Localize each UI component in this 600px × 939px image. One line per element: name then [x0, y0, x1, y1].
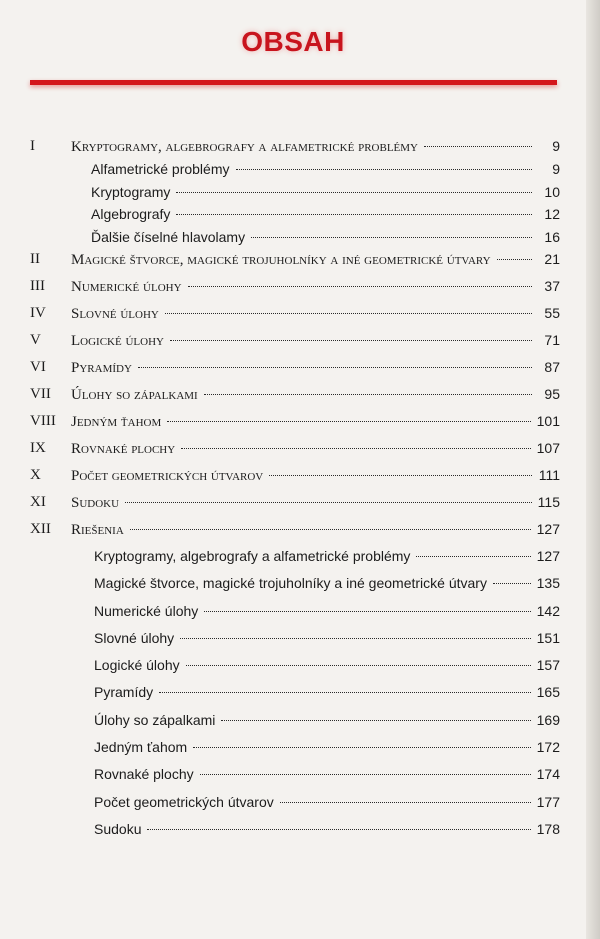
solution-title: Logické úlohy	[94, 657, 180, 674]
page-number: 12	[544, 206, 560, 222]
chapter-title: Kryptogramy, algebrografy a alfametrické problémy	[71, 139, 418, 155]
chapter-number: IV	[30, 305, 46, 321]
dot-leader	[424, 146, 532, 147]
dot-leader	[280, 802, 531, 803]
toc-solution-entry[interactable]	[30, 575, 560, 602]
dot-leader	[130, 529, 531, 530]
subsection-title: Kryptogramy	[91, 183, 171, 200]
page-number: 55	[544, 305, 560, 321]
toc-chapter-entry[interactable]	[30, 359, 560, 386]
dot-leader	[138, 367, 532, 368]
chapter-number: I	[30, 138, 35, 154]
solution-title: Rovnaké plochy	[94, 766, 194, 783]
dot-leader	[170, 340, 532, 341]
page-number: 142	[536, 602, 560, 619]
toc-chapter-entry[interactable]	[30, 386, 560, 413]
dot-leader	[269, 475, 532, 476]
chapter-title: Úlohy so zápalkami	[71, 387, 198, 403]
title-rule	[30, 80, 557, 85]
solution-title: Kryptogramy, algebrografy a alfametrické problémy	[94, 548, 411, 564]
chapter-title: Jedným ťahom	[71, 414, 162, 430]
page-number: 87	[544, 359, 560, 375]
chapter-number: VII	[30, 386, 51, 402]
page-number: 16	[544, 228, 560, 245]
dot-leader	[181, 448, 530, 449]
subsection-title: Algebrografy	[91, 206, 171, 222]
toc-chapter-entry[interactable]	[30, 413, 560, 440]
solution-title: Jedným ťahom	[94, 739, 188, 756]
page-number: 71	[544, 332, 560, 348]
chapter-number: V	[30, 332, 41, 348]
page-number: 157	[536, 657, 560, 674]
solution-title: Magické štvorce, magické trojuholníky a iné geometrické útvary	[94, 575, 487, 592]
dot-leader	[167, 421, 530, 422]
chapter-title: Sudoku	[71, 495, 120, 511]
dot-leader	[251, 237, 532, 238]
toc-solution-entry[interactable]	[30, 657, 560, 684]
toc-solution-entry[interactable]	[30, 821, 560, 848]
page-number: 165	[536, 684, 560, 701]
chapter-title: Magické štvorce, magické trojuholníky a iné geometrické útvary	[71, 252, 491, 268]
solution-title: Úlohy so zápalkami	[94, 711, 216, 728]
page-number: 9	[552, 161, 560, 177]
page-number: 172	[536, 739, 560, 756]
chapter-title: Rovnaké plochy	[71, 441, 176, 457]
toc-solution-entry[interactable]	[30, 712, 560, 739]
toc-chapter-entry[interactable]	[30, 440, 560, 467]
toc-solution-entry[interactable]	[30, 766, 560, 793]
toc-solution-entry[interactable]	[30, 603, 560, 630]
page-number: 135	[536, 575, 560, 592]
page-number: 101	[536, 413, 560, 429]
solution-title: Počet geometrických útvarov	[94, 793, 274, 810]
page-number: 37	[544, 278, 560, 294]
chapter-title: Počet geometrických útvarov	[71, 468, 264, 484]
dot-leader	[204, 611, 530, 612]
chapter-number: III	[30, 278, 45, 294]
dot-leader	[176, 214, 532, 215]
solution-title: Pyramídy	[94, 684, 154, 701]
dot-leader	[159, 692, 531, 693]
dot-leader	[186, 665, 531, 666]
toc-chapter-entry[interactable]	[30, 494, 560, 521]
page-number: 174	[536, 766, 560, 783]
toc-subsection-entry[interactable]	[30, 206, 560, 229]
page-number: 10	[544, 183, 560, 200]
toc-chapter-entry[interactable]	[30, 467, 560, 494]
toc-solution-entry[interactable]	[30, 630, 560, 657]
page-number: 178	[536, 820, 560, 837]
dot-leader	[200, 774, 531, 775]
chapter-title: Numerické úlohy	[71, 279, 182, 295]
chapter-title: Slovné úlohy	[71, 306, 159, 322]
dot-leader	[204, 394, 532, 395]
dot-leader	[236, 169, 533, 170]
chapter-number: XI	[30, 494, 46, 510]
page-number: 127	[536, 521, 560, 537]
chapter-number: IX	[30, 440, 46, 456]
chapter-number: X	[30, 467, 41, 483]
table-of-contents	[30, 138, 560, 848]
toc-chapter-entry[interactable]	[30, 278, 560, 305]
chapter-title: Pyramídy	[71, 360, 132, 376]
chapter-title: Riešenia	[71, 522, 124, 538]
page-title: OBSAH	[241, 26, 345, 57]
dot-leader	[125, 502, 532, 503]
page-edge	[586, 0, 600, 939]
toc-chapter-entry[interactable]	[30, 332, 560, 359]
page-number: 9	[552, 138, 560, 154]
page-number: 115	[537, 494, 560, 510]
dot-leader	[221, 720, 530, 721]
page-number: 107	[536, 440, 560, 456]
dot-leader	[180, 638, 530, 639]
dot-leader	[188, 286, 532, 287]
page-number: 95	[544, 386, 560, 402]
page-number: 21	[544, 251, 560, 267]
toc-solution-entry[interactable]	[30, 739, 560, 766]
dot-leader	[147, 829, 530, 830]
toc-subsection-entry[interactable]	[30, 184, 560, 207]
dot-leader	[497, 259, 532, 260]
page-number: 177	[536, 793, 560, 810]
subsection-title: Alfametrické problémy	[91, 161, 230, 177]
chapter-number: XII	[30, 521, 51, 537]
solution-title: Numerické úlohy	[94, 602, 199, 619]
toc-solution-entry[interactable]	[30, 684, 560, 711]
chapter-number: VI	[30, 359, 46, 375]
toc-chapter-entry[interactable]	[30, 521, 560, 548]
dot-leader	[176, 192, 532, 193]
chapter-number: II	[30, 251, 40, 267]
dot-leader	[416, 556, 530, 557]
chapter-title: Logické úlohy	[71, 333, 164, 349]
toc-solution-entry[interactable]	[30, 794, 560, 821]
page-number: 151	[536, 629, 560, 646]
subsection-title: Ďalšie číselné hlavolamy	[91, 228, 246, 245]
solution-title: Sudoku	[94, 820, 142, 837]
chapter-number: VIII	[30, 413, 56, 429]
toc-subsection-entry[interactable]	[30, 229, 560, 252]
toc-subsection-entry[interactable]	[30, 161, 560, 184]
toc-solution-entry[interactable]	[30, 548, 560, 575]
dot-leader	[493, 583, 531, 584]
dot-leader	[193, 747, 530, 748]
solution-title: Slovné úlohy	[94, 629, 175, 646]
dot-leader	[165, 313, 532, 314]
toc-chapter-entry[interactable]	[30, 251, 560, 278]
toc-chapter-entry[interactable]	[30, 305, 560, 332]
page-number: 127	[536, 548, 560, 564]
page-number: 169	[536, 711, 560, 728]
page-number: 111	[538, 467, 560, 483]
